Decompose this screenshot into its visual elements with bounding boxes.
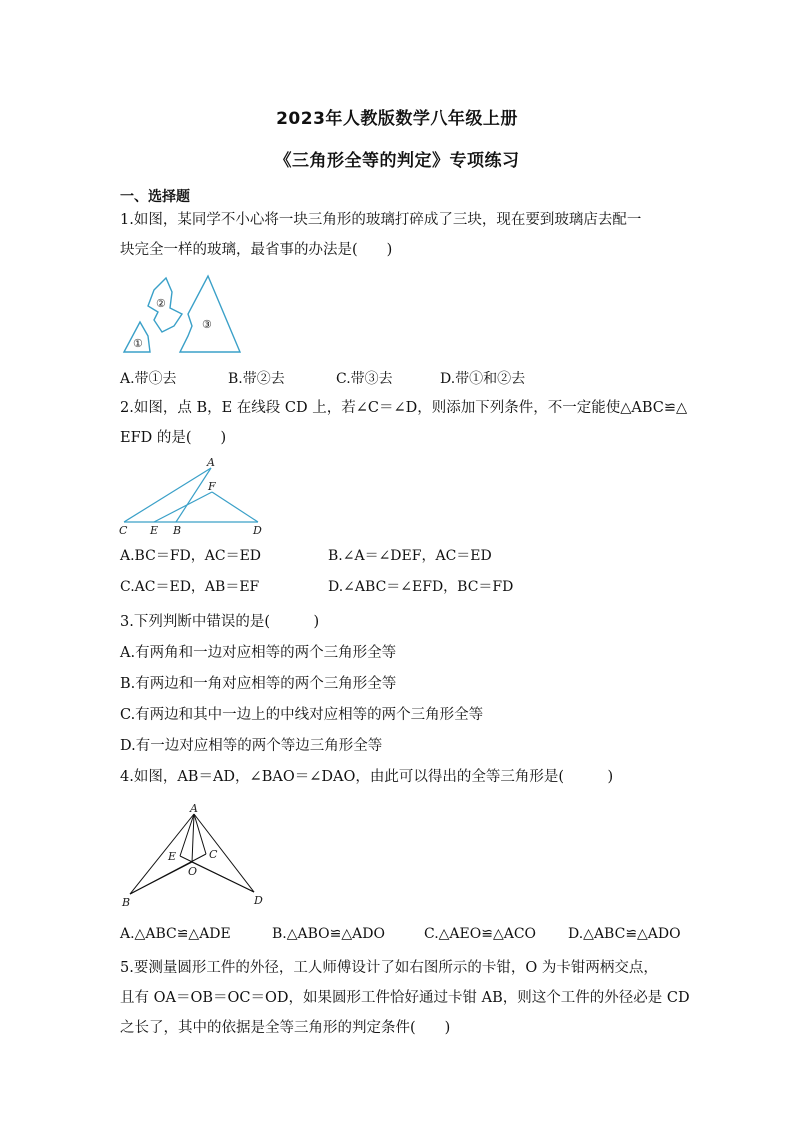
q4-option-a: A.△ABC≌△ADE [120, 926, 231, 942]
q5-stem-line2: 且有 OA＝OB＝OC＝OD，如果圆形工件恰好通过卡钳 AB，则这个工件的外径必是 CD [120, 990, 690, 1006]
worksheet-subtitle: 《三角形全等的判定》专项练习 [274, 151, 520, 171]
q4-label-e: E [168, 850, 177, 863]
q2-label-b: B [173, 524, 182, 537]
q1-option-c: C.带③去 [336, 371, 393, 387]
q4-label-b: B [122, 896, 131, 909]
q3-stem: 3.下列判断中错误的是( ) [120, 614, 320, 630]
q4-label-c: C [209, 848, 218, 861]
q4-option-d: D.△ABC≌△ADO [568, 926, 681, 942]
q4-option-c: C.△AEO≌△ACO [424, 926, 537, 942]
q4-option-b: B.△ABO≌△ADO [272, 926, 385, 942]
q5-stem-line3: 之长了，其中的依据是全等三角形的判定条件( ) [120, 1020, 451, 1036]
q4-kite-figure [118, 802, 268, 912]
q2-label-f: F [208, 480, 216, 493]
q2-option-c: C.AC＝ED，AB＝EF [120, 579, 260, 595]
q1-option-b: B.带②去 [228, 371, 285, 387]
q3-option-b: B.有两边和一角对应相等的两个三角形全等 [120, 676, 397, 692]
q1-option-a: A.带①去 [120, 371, 177, 387]
q2-option-d: D.∠ABC＝∠EFD，BC＝FD [328, 579, 514, 595]
q2-label-c: C [119, 524, 128, 537]
q3-option-c: C.有两边和其中一边上的中线对应相等的两个三角形全等 [120, 707, 484, 723]
q1-stem-line2: 块完全一样的玻璃，最省事的办法是( ) [120, 242, 393, 258]
q3-option-a: A.有两角和一边对应相等的两个三角形全等 [120, 645, 397, 661]
q4-label-d: D [254, 894, 263, 907]
q1-option-d: D.带①和②去 [440, 371, 526, 387]
q3-option-d: D.有一边对应相等的两个等边三角形全等 [120, 738, 383, 754]
q2-option-b: B.∠A＝∠DEF，AC＝ED [328, 548, 492, 564]
q4-stem: 4.如图，AB＝AD，∠BAO＝∠DAO，由此可以得出的全等三角形是( ) [120, 769, 614, 785]
q2-option-a: A.BC＝FD，AC＝ED [120, 548, 262, 564]
glass-label-1: ① [133, 337, 143, 350]
section-heading-multiple-choice: 一、选择题 [120, 189, 190, 205]
q2-label-d: D [253, 524, 262, 537]
q2-stem-line2: EFD 的是( ) [120, 430, 227, 446]
q2-stem-line1: 2.如图，点 B，E 在线段 CD 上，若∠C＝∠D，则添加下列条件，不一定能使△ABC≌△ [120, 400, 688, 416]
q1-stem-line1: 1.如图，某同学不小心将一块三角形的玻璃打碎成了三块，现在要到玻璃店去配一 [120, 212, 642, 228]
glass-label-3: ③ [202, 318, 212, 331]
glass-piece-3 [180, 276, 240, 352]
q2-label-a: A [207, 456, 215, 469]
q5-stem-line1: 5.要测量圆形工件的外径，工人师傅设计了如右图所示的卡钳，O 为卡钳两柄交点， [120, 960, 658, 976]
q4-label-o: O [188, 865, 198, 878]
q1-broken-glass-figure [118, 270, 244, 358]
q2-triangles-figure [116, 456, 268, 538]
worksheet-title: 2023年人教版数学八年级上册 [276, 109, 518, 129]
q2-label-e: E [150, 524, 159, 537]
glass-label-2: ② [156, 297, 166, 310]
q4-label-a: A [190, 802, 198, 815]
